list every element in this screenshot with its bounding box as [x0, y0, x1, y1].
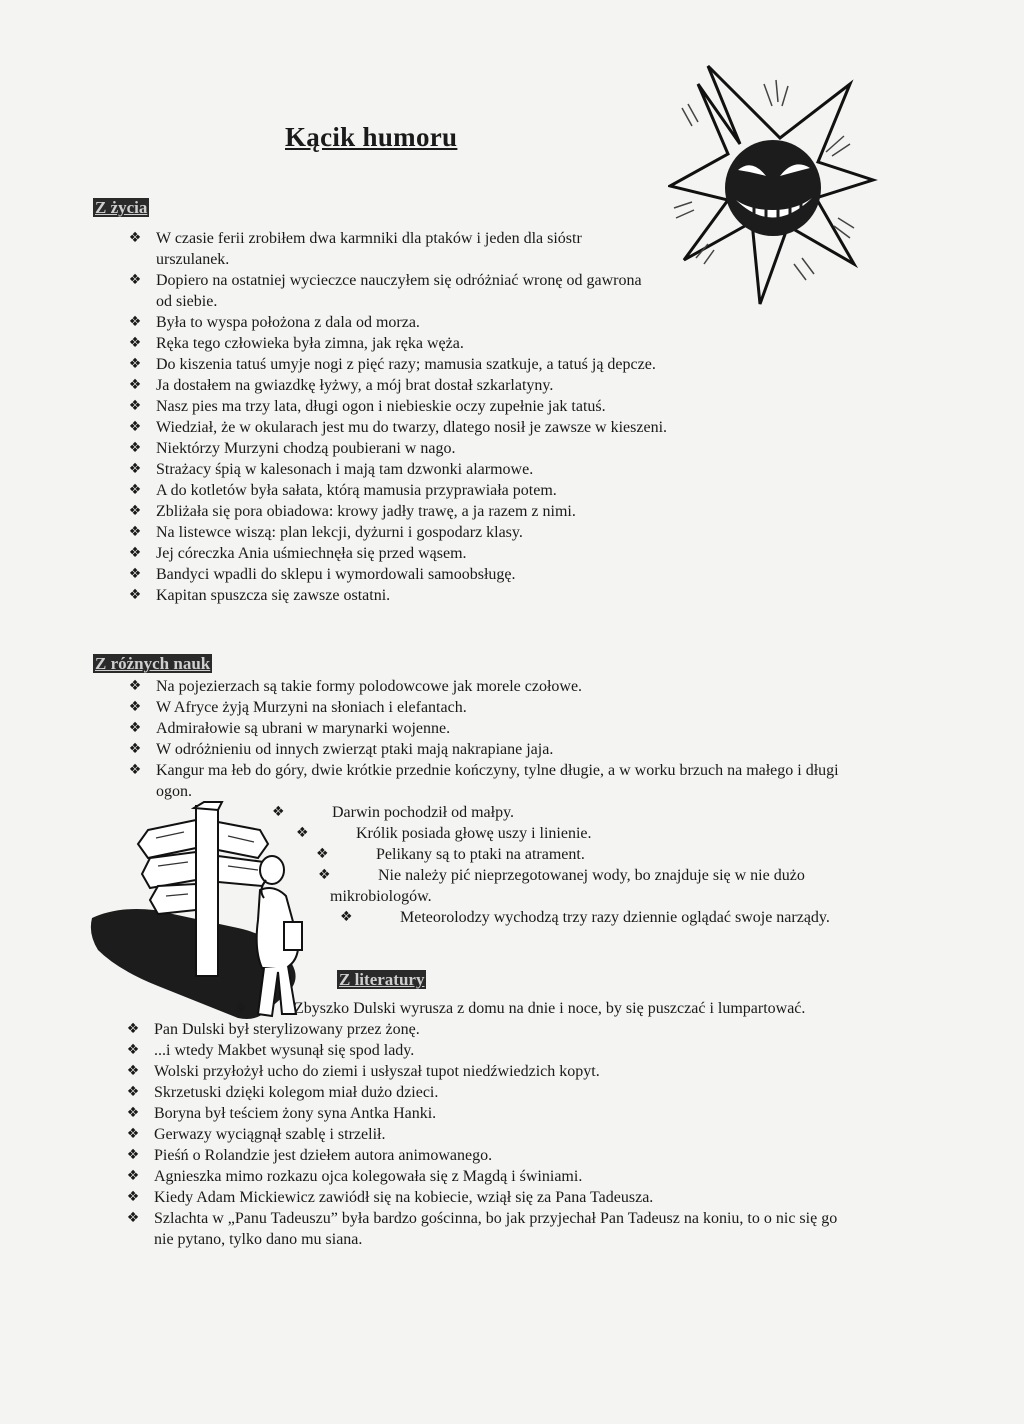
bullet-icon: ❖: [128, 440, 142, 456]
bullet-icon: ❖: [128, 545, 142, 561]
bullet-icon: ❖: [128, 272, 142, 288]
list-item: ❖ Wiedział, że w okularach jest mu do twarzy, dlatego nosił je zawsze w kieszeni.: [126, 417, 756, 438]
bullet-icon: ❖: [126, 1021, 140, 1037]
bullet-icon: ❖: [128, 398, 142, 414]
list-item: ❖ Skrzetuski dzięki kolegom miał dużo dzieci.: [124, 1082, 864, 1103]
list-item: ❖ Pelikany są to ptaki na atrament.: [316, 846, 585, 863]
bullet-icon: ❖: [126, 1147, 140, 1163]
bullet-icon: ❖: [296, 825, 309, 841]
section-label-z-zycia: Z życia: [95, 198, 148, 217]
list-item: ❖ Szlachta w „Panu Tadeuszu” była bardzo gościnna, bo jak przyjechał Pan Tadeusz na koniu, to o nic się go nie pytano, tylko dano mu siana.: [124, 1208, 864, 1250]
list-z-literatury: [124, 998, 864, 1250]
bullet-icon: ❖: [272, 804, 285, 820]
list-item: ❖ Strażacy śpią w kalesonach i mają tam dzwonki alarmowe.: [126, 459, 756, 480]
bullet-icon: ❖: [340, 909, 353, 925]
list-item: ❖ Dopiero na ostatniej wycieczce nauczyłem się odróżniać wronę od gawrona od siebie.: [126, 270, 756, 312]
bullet-icon: ❖: [128, 587, 142, 603]
list-item: ❖ Na listewce wiszą: plan lekcji, dyżurni i gospodarz klasy.: [126, 522, 756, 543]
bullet-icon: ❖: [126, 1126, 140, 1142]
list-item: ❖ Gerwazy wyciągnął szablę i strzelił.: [124, 1124, 864, 1145]
bullet-icon: ❖: [126, 1063, 140, 1079]
list-item: ❖ Zbyszko Dulski wyrusza z domu na dnie i noce, by się puszczać i lumpartować.: [124, 998, 864, 1019]
bullet-icon: ❖: [128, 377, 142, 393]
list-item: ❖ Boryna był teściem żony syna Antka Hanki.: [124, 1103, 864, 1124]
bullet-icon: ❖: [128, 699, 142, 715]
bullet-icon: ❖: [128, 678, 142, 694]
section-label-z-literatury: Z literatury: [339, 970, 425, 989]
list-item: ❖ Jej córeczka Ania uśmiechnęła się przed wąsem.: [126, 543, 756, 564]
list-item: ❖ Wolski przyłożył ucho do ziemi i usłyszał tupot niedźwiedzich kopyt.: [124, 1061, 864, 1082]
list-item: ❖ Bandyci wpadli do sklepu i wymordowali samoobsługę.: [126, 564, 756, 585]
list-item: ❖ Ja dostałem na gwiazdkę łyżwy, a mój brat dostał szkarlatyny.: [126, 375, 756, 396]
bullet-icon: ❖: [128, 762, 142, 778]
bullet-icon: ❖: [126, 1084, 140, 1100]
list-z-zycia: [126, 228, 756, 606]
bullet-icon: ❖: [128, 356, 142, 372]
bullet-icon: ❖: [126, 1105, 140, 1121]
bullet-icon: ❖: [126, 1168, 140, 1184]
list-staircase-items: [0, 802, 860, 928]
list-item: ❖ Kiedy Adam Mickiewicz zawiódł się na kobiecie, wziął się za Pana Tadeusza.: [124, 1187, 864, 1208]
bullet-icon: ❖: [316, 846, 329, 862]
bullet-icon: ❖: [128, 482, 142, 498]
bullet-icon: ❖: [128, 720, 142, 736]
list-item: ❖ Darwin pochodził od małpy.: [272, 804, 515, 821]
list-item: ❖ W Afryce żyją Murzyni na słoniach i elefantach.: [126, 697, 866, 718]
bullet-icon: ❖: [128, 566, 142, 582]
list-item: ❖ Nasz pies ma trzy lata, długi ogon i niebieskie oczy zupełnie jak tatuś.: [126, 396, 756, 417]
list-item: ❖ Zbliżała się pora obiadowa: krowy jadły trawę, a ja razem z nimi.: [126, 501, 756, 522]
bullet-icon: ❖: [234, 1000, 248, 1016]
section-label-z-roznych-nauk: Z różnych nauk: [95, 654, 211, 673]
bullet-icon: ❖: [128, 503, 142, 519]
list-item: ❖ Była to wyspa położona z dala od morza.: [126, 312, 756, 333]
list-z-roznych-nauk: [126, 676, 866, 802]
list-item: ❖ Agnieszka mimo rozkazu ojca kolegowała się z Magdą i świniami.: [124, 1166, 864, 1187]
list-item: ❖ W odróżnieniu od innych zwierząt ptaki mają nakrapiane jaja.: [126, 739, 866, 760]
bullet-icon: ❖: [126, 1210, 140, 1226]
list-item: ❖ Kapitan spuszcza się zawsze ostatni.: [126, 585, 756, 606]
list-item: ❖ Nie należy pić nieprzegotowanej wody, bo znajduje się w nie dużo mikrobiologów.: [318, 867, 805, 905]
list-item: ❖ Pieśń o Rolandzie jest dziełem autora animowanego.: [124, 1145, 864, 1166]
list-item: ❖ A do kotletów była sałata, którą mamusia przyprawiała potem.: [126, 480, 756, 501]
bullet-icon: ❖: [318, 867, 331, 883]
list-item: ❖ Pan Dulski był sterylizowany przez żonę.: [124, 1019, 864, 1040]
bullet-icon: ❖: [128, 461, 142, 477]
list-item: ❖ Ręka tego człowieka była zimna, jak ręka węża.: [126, 333, 756, 354]
bullet-icon: ❖: [128, 524, 142, 540]
list-item: ❖ ...i wtedy Makbet wysunął się spod lady.: [124, 1040, 864, 1061]
page-title: Kącik humoru: [285, 122, 458, 152]
bullet-icon: ❖: [128, 335, 142, 351]
list-item: ❖ Niektórzy Murzyni chodzą poubierani w nago.: [126, 438, 756, 459]
list-item: ❖ Admirałowie są ubrani w marynarki wojenne.: [126, 718, 866, 739]
list-item: ❖ Meteorolodzy wychodzą trzy razy dziennie oglądać swoje narządy.: [340, 909, 830, 926]
list-item: ❖ Na pojezierzach są takie formy polodowcowe jak morele czołowe.: [126, 676, 866, 697]
bullet-icon: ❖: [128, 230, 142, 246]
list-item: ❖ Królik posiada głowę uszy i linienie.: [296, 825, 592, 842]
bullet-icon: ❖: [128, 419, 142, 435]
bullet-icon: ❖: [128, 314, 142, 330]
bullet-icon: ❖: [128, 741, 142, 757]
list-item: ❖ Kangur ma łeb do góry, dwie krótkie przednie kończyny, tylne długie, a w worku brzuch na małego i długi ogon.: [126, 760, 866, 802]
bullet-icon: ❖: [126, 1042, 140, 1058]
list-item: ❖ Do kiszenia tatuś umyje nogi z pięć razy; mamusia szatkuje, a tatuś ją depcze.: [126, 354, 756, 375]
list-item: ❖ W czasie ferii zrobiłem dwa karmniki dla ptaków i jeden dla sióstr urszulanek.: [126, 228, 756, 270]
bullet-icon: ❖: [126, 1189, 140, 1205]
